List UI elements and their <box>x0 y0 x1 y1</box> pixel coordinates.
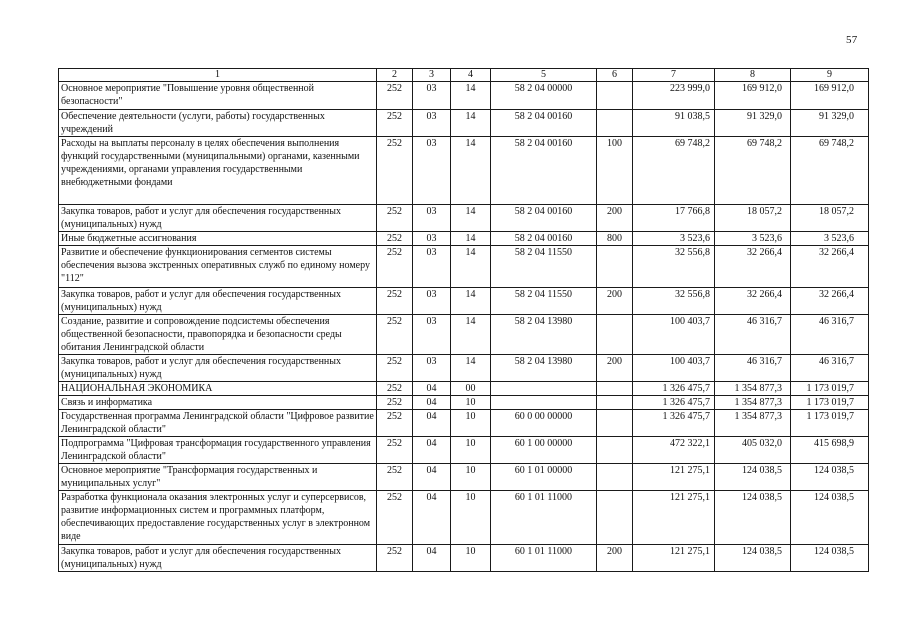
row-name: Основное мероприятие "Повышение уровня общественной безопасности" <box>59 82 377 110</box>
target-article-cell: 58 2 04 11550 <box>491 246 597 288</box>
table-row <box>59 491 869 545</box>
amount-cell: 91 038,5 <box>633 110 715 137</box>
amount-cell: 124 038,5 <box>715 464 791 491</box>
expense-type-cell <box>597 315 633 355</box>
subsection-cell: 10 <box>451 464 491 491</box>
subsection-cell: 14 <box>451 110 491 137</box>
row-name: Закупка товаров, работ и услуг для обеспечения государственных (муниципальных) нужд <box>59 288 377 315</box>
section-cell: 03 <box>413 205 451 232</box>
row-name: Закупка товаров, работ и услуг для обеспечения государственных (муниципальных) нужд <box>59 355 377 382</box>
amount-cell: 91 329,0 <box>791 110 869 137</box>
header-cell: 5 <box>491 69 597 82</box>
amount-cell: 32 556,8 <box>633 246 715 288</box>
section-cell: 03 <box>413 355 451 382</box>
code-cell: 252 <box>377 82 413 110</box>
code-cell: 252 <box>377 355 413 382</box>
target-article-cell: 58 2 04 00160 <box>491 205 597 232</box>
row-name: Развитие и обеспечение функционирования сегментов системы обеспечения вызова экстренных оперативных служб по единому номеру "112" <box>59 246 377 288</box>
subsection-cell: 10 <box>451 437 491 464</box>
section-cell: 04 <box>413 396 451 410</box>
code-cell: 252 <box>377 246 413 288</box>
target-article-cell: 58 2 04 13980 <box>491 315 597 355</box>
amount-cell: 69 748,2 <box>791 137 869 205</box>
expense-type-cell: 100 <box>597 137 633 205</box>
table-row <box>59 545 869 572</box>
amount-cell: 124 038,5 <box>715 491 791 545</box>
expense-type-cell: 800 <box>597 232 633 246</box>
section-cell: 03 <box>413 315 451 355</box>
amount-cell: 405 032,0 <box>715 437 791 464</box>
target-article-cell: 60 1 00 00000 <box>491 437 597 464</box>
header-cell: 7 <box>633 69 715 82</box>
table-row <box>59 288 869 315</box>
row-name: Закупка товаров, работ и услуг для обеспечения государственных (муниципальных) нужд <box>59 205 377 232</box>
amount-cell: 1 326 475,7 <box>633 410 715 437</box>
header-cell: 2 <box>377 69 413 82</box>
code-cell: 252 <box>377 464 413 491</box>
row-name: Обеспечение деятельности (услуги, работы) государственных учреждений <box>59 110 377 137</box>
section-cell: 04 <box>413 545 451 572</box>
header-cell: 1 <box>59 69 377 82</box>
header-cell: 3 <box>413 69 451 82</box>
row-name: Разработка функционала оказания электронных услуг и суперсервисов, развитие информационных систем и программных платформ, обеспечивающих предоставление государственных услуг в электронном виде <box>59 491 377 545</box>
subsection-cell: 14 <box>451 232 491 246</box>
target-article-cell: 60 0 00 00000 <box>491 410 597 437</box>
code-cell: 252 <box>377 545 413 572</box>
amount-cell: 3 523,6 <box>715 232 791 246</box>
amount-cell: 1 326 475,7 <box>633 382 715 396</box>
section-cell: 03 <box>413 110 451 137</box>
amount-cell: 46 316,7 <box>715 355 791 382</box>
header-cell: 4 <box>451 69 491 82</box>
subsection-cell: 10 <box>451 410 491 437</box>
target-article-cell: 60 1 01 11000 <box>491 545 597 572</box>
table-row <box>59 110 869 137</box>
code-cell: 252 <box>377 205 413 232</box>
amount-cell: 32 266,4 <box>715 246 791 288</box>
row-name: НАЦИОНАЛЬНАЯ ЭКОНОМИКА <box>59 382 377 396</box>
amount-cell: 17 766,8 <box>633 205 715 232</box>
section-cell: 04 <box>413 382 451 396</box>
expense-type-cell: 200 <box>597 545 633 572</box>
subsection-cell: 14 <box>451 246 491 288</box>
row-name: Расходы на выплаты персоналу в целях обеспечения выполнения функций государственными (муниципальными) органами, казенными учреждениями, органами управления государственными внебюджетными фондами <box>59 137 377 205</box>
amount-cell: 124 038,5 <box>715 545 791 572</box>
subsection-cell: 00 <box>451 382 491 396</box>
amount-cell: 1 354 877,3 <box>715 382 791 396</box>
expense-type-cell <box>597 110 633 137</box>
row-name: Государственная программа Ленинградской области "Цифровое развитие Ленинградской области" <box>59 410 377 437</box>
section-cell: 03 <box>413 246 451 288</box>
target-article-cell: 58 2 04 00000 <box>491 82 597 110</box>
amount-cell: 121 275,1 <box>633 545 715 572</box>
subsection-cell: 14 <box>451 205 491 232</box>
budget-table <box>58 68 869 572</box>
amount-cell: 1 173 019,7 <box>791 410 869 437</box>
code-cell: 252 <box>377 437 413 464</box>
table-row <box>59 232 869 246</box>
row-name: Создание, развитие и сопровождение подсистемы обеспечения общественной безопасности, правопорядка и безопасности среды обитания Ленинградской области <box>59 315 377 355</box>
table-row <box>59 246 869 288</box>
section-cell: 03 <box>413 137 451 205</box>
target-article-cell: 60 1 01 00000 <box>491 464 597 491</box>
amount-cell: 91 329,0 <box>715 110 791 137</box>
section-cell: 04 <box>413 437 451 464</box>
amount-cell: 32 266,4 <box>791 288 869 315</box>
expense-type-cell <box>597 382 633 396</box>
amount-cell: 18 057,2 <box>791 205 869 232</box>
table-row <box>59 437 869 464</box>
amount-cell: 18 057,2 <box>715 205 791 232</box>
code-cell: 252 <box>377 288 413 315</box>
header-cell: 9 <box>791 69 869 82</box>
code-cell: 252 <box>377 137 413 205</box>
expense-type-cell: 200 <box>597 355 633 382</box>
amount-cell: 32 556,8 <box>633 288 715 315</box>
section-cell: 03 <box>413 288 451 315</box>
expense-type-cell: 200 <box>597 288 633 315</box>
expense-type-cell <box>597 491 633 545</box>
section-cell: 04 <box>413 410 451 437</box>
expense-type-cell <box>597 246 633 288</box>
amount-cell: 1 354 877,3 <box>715 396 791 410</box>
target-article-cell: 58 2 04 13980 <box>491 355 597 382</box>
section-cell: 03 <box>413 82 451 110</box>
table-row <box>59 82 869 110</box>
subsection-cell: 14 <box>451 315 491 355</box>
table-row <box>59 205 869 232</box>
code-cell: 252 <box>377 410 413 437</box>
amount-cell: 100 403,7 <box>633 315 715 355</box>
row-name: Подпрограмма "Цифровая трансформация государственного управления Ленинградской области" <box>59 437 377 464</box>
amount-cell: 124 038,5 <box>791 464 869 491</box>
target-article-cell: 60 1 01 11000 <box>491 491 597 545</box>
amount-cell: 169 912,0 <box>715 82 791 110</box>
subsection-cell: 10 <box>451 396 491 410</box>
amount-cell: 472 322,1 <box>633 437 715 464</box>
table-row <box>59 396 869 410</box>
amount-cell: 124 038,5 <box>791 491 869 545</box>
table-row <box>59 382 869 396</box>
amount-cell: 46 316,7 <box>715 315 791 355</box>
table-row <box>59 464 869 491</box>
expense-type-cell <box>597 410 633 437</box>
code-cell: 252 <box>377 491 413 545</box>
header-cell: 6 <box>597 69 633 82</box>
section-cell: 03 <box>413 232 451 246</box>
amount-cell: 1 173 019,7 <box>791 396 869 410</box>
amount-cell: 223 999,0 <box>633 82 715 110</box>
target-article-cell <box>491 382 597 396</box>
header-cell: 8 <box>715 69 791 82</box>
code-cell: 252 <box>377 232 413 246</box>
target-article-cell: 58 2 04 11550 <box>491 288 597 315</box>
expense-type-cell <box>597 82 633 110</box>
subsection-cell: 14 <box>451 137 491 205</box>
expense-type-cell <box>597 396 633 410</box>
code-cell: 252 <box>377 110 413 137</box>
code-cell: 252 <box>377 382 413 396</box>
amount-cell: 415 698,9 <box>791 437 869 464</box>
amount-cell: 32 266,4 <box>715 288 791 315</box>
header-row <box>59 69 869 82</box>
table-row <box>59 137 869 205</box>
section-cell: 04 <box>413 464 451 491</box>
table-body <box>59 82 869 572</box>
amount-cell: 1 354 877,3 <box>715 410 791 437</box>
amount-cell: 3 523,6 <box>791 232 869 246</box>
page-number: 57 <box>846 34 858 46</box>
amount-cell: 46 316,7 <box>791 355 869 382</box>
amount-cell: 69 748,2 <box>633 137 715 205</box>
subsection-cell: 14 <box>451 82 491 110</box>
row-name: Закупка товаров, работ и услуг для обеспечения государственных (муниципальных) нужд <box>59 545 377 572</box>
amount-cell: 169 912,0 <box>791 82 869 110</box>
code-cell: 252 <box>377 396 413 410</box>
amount-cell: 32 266,4 <box>791 246 869 288</box>
amount-cell: 121 275,1 <box>633 464 715 491</box>
row-name: Связь и информатика <box>59 396 377 410</box>
row-name: Основное мероприятие "Трансформация государственных и муниципальных услуг" <box>59 464 377 491</box>
table-row <box>59 355 869 382</box>
amount-cell: 1 326 475,7 <box>633 396 715 410</box>
expense-type-cell <box>597 437 633 464</box>
amount-cell: 69 748,2 <box>715 137 791 205</box>
subsection-cell: 14 <box>451 355 491 382</box>
target-article-cell <box>491 396 597 410</box>
code-cell: 252 <box>377 315 413 355</box>
target-article-cell: 58 2 04 00160 <box>491 137 597 205</box>
subsection-cell: 10 <box>451 545 491 572</box>
subsection-cell: 10 <box>451 491 491 545</box>
amount-cell: 124 038,5 <box>791 545 869 572</box>
table-row <box>59 410 869 437</box>
target-article-cell: 58 2 04 00160 <box>491 110 597 137</box>
amount-cell: 1 173 019,7 <box>791 382 869 396</box>
amount-cell: 121 275,1 <box>633 491 715 545</box>
expense-type-cell <box>597 464 633 491</box>
expense-type-cell: 200 <box>597 205 633 232</box>
amount-cell: 46 316,7 <box>791 315 869 355</box>
row-name: Иные бюджетные ассигнования <box>59 232 377 246</box>
table-row <box>59 315 869 355</box>
section-cell: 04 <box>413 491 451 545</box>
subsection-cell: 14 <box>451 288 491 315</box>
target-article-cell: 58 2 04 00160 <box>491 232 597 246</box>
amount-cell: 100 403,7 <box>633 355 715 382</box>
amount-cell: 3 523,6 <box>633 232 715 246</box>
